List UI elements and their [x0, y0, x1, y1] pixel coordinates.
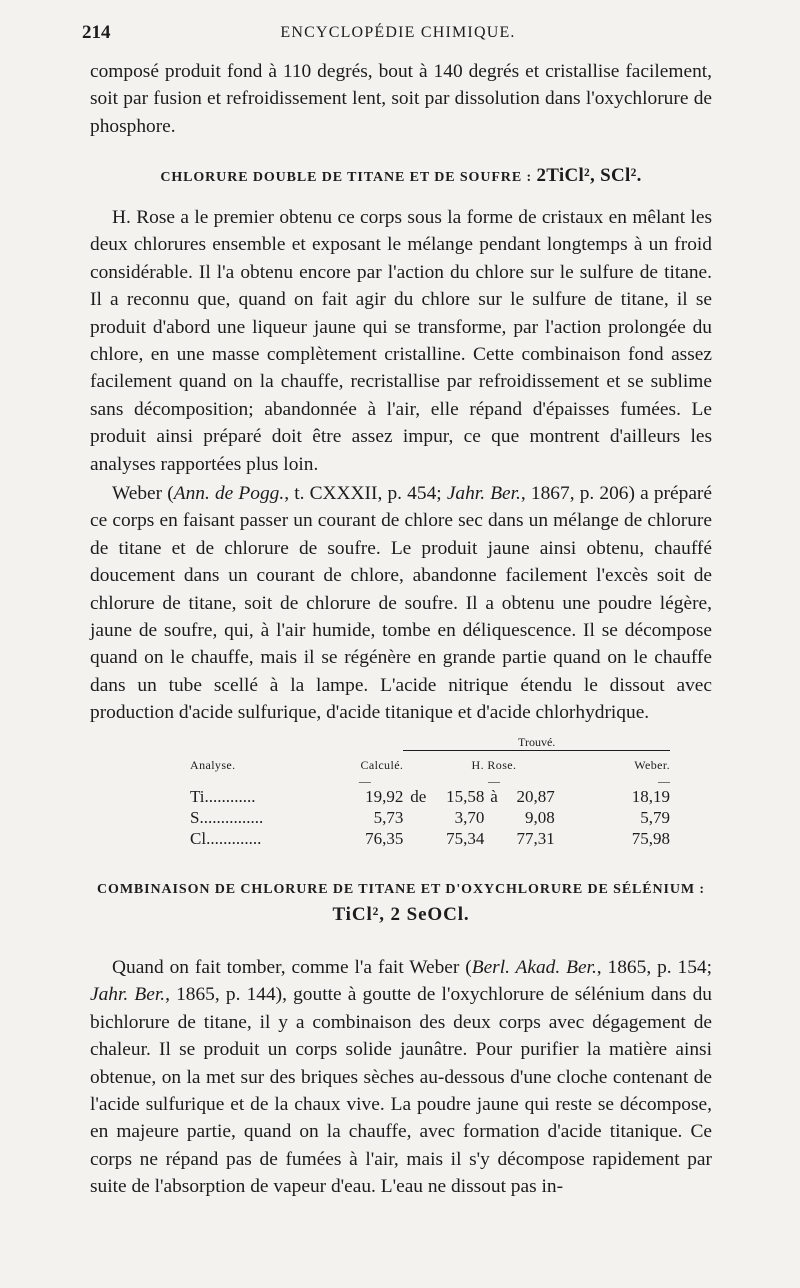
citation: Ann. de Pogg. [173, 483, 285, 504]
header-weber: Weber. [634, 758, 670, 772]
paragraph-rose: H. Rose a le premier obtenu ce corps sous la forme de cristaux en mêlant les deux chlorures ensemble et exposant le mélange pendant longtemps à un froid considérable. Il l'a obtenu encore par l'action du chlore sur le sulfure de titane. Il a reconnu que, quand on fait agir du chlore sur le sulfure de titane, il se produit d'abord une liqueur jaune qui se transforme, par l'action prolongée du chlore, en une masse complètement cristalline. Cette combinaison fond assez facilement quand on la chauffe, recristallise par refroidissement et se sublime sans décomposition; abandonnée à l'air, elle répand d'épaisses fumées. Le produit ainsi préparé doit être assez impur, ce que montrent d'ailleurs les analyses rapportées plus loin. [90, 207, 712, 475]
table-row: S............... 5,73 3,70 9,08 5,79 [190, 808, 670, 827]
page-number: 214 [82, 22, 111, 43]
section-title: CHLORURE DOUBLE DE TITANE ET DE SOUFRE : [160, 170, 533, 185]
citation: Jahr. Ber. [90, 984, 166, 1006]
section-formula: 2TiCl², SCl². [536, 165, 642, 186]
analysis-table: Trouvé. Analyse. Calculé. H. Rose. Weber. — — — Ti............ 19,92 de 15,58 à 20,87 18,19 S............... 5,73 3,70 9,08 5,79 Cl............. 76,35 75,34 77,31 75,98 [190, 732, 670, 849]
table-row: Cl............. 76,35 75,34 77,31 75,98 [190, 829, 670, 848]
section-heading-titanium-selenium [90, 882, 712, 926]
citation: Jahr. Ber. [446, 483, 521, 504]
paragraph-final: Quand on fait tomber, comme l'a fait Weber (Berl. Akad. Ber., 1865, p. 154; Jahr. Ber., 1865, p. 144), goutte à goutte de l'oxychlorure de sélénium dans du bichlorure de titane, il y a combinaison des deux corps avec dégagement de chaleur. Il se produit un corps solide jaunâtre. Pour purifier la matière ainsi obtenue, on la met sur des briques sèches au-dessous d'une cloche contenant de l'acide sulfurique et de la chaux vive. La poudre jaune qui reste se décompose, en majeure partie, quand on la chauffe, avec formation d'acide titanique. Ce corps ne répand pas de fumées à l'air, mais il s'y décompose rapidement par suite de l'absorption de vapeur d'eau. L'eau ne dissout pas in- [90, 957, 712, 1198]
paragraph-top: composé produit fond à 110 degrés, bout à 140 degrés et cristallise facilement, soit par fusion et refroidissement lent, soit par dissolution dans l'oxychlorure de phosphore. [90, 61, 712, 137]
section-title: COMBINAISON DE CHLORURE DE TITANE ET D'OXYCHLORURE DE SÉLÉNIUM : [97, 882, 705, 897]
header-calc: Calculé. [360, 758, 404, 772]
header-analysis: Analyse. [190, 758, 236, 772]
found-label: Trouvé. [518, 735, 556, 749]
citation: Berl. Akad. Ber. [471, 957, 597, 978]
header-rose: H. Rose. [471, 758, 517, 772]
paragraph-weber: Weber (Ann. de Pogg., t. CXXXII, p. 454; Jahr. Ber., 1867, p. 206) a préparé ce corps en faisant passer un courant de chlore sec dans un mélange de chlorure de titane et de chlorure de soufre. Le produit jaune ainsi obtenu, chauffé doucement dans un courant de chlore, abandonne facilement l'excès soit de chlorure de titane, soit de chlorure de soufre. Il a obtenu une poudre légère, jaune de soufre, qui, à l'air humide, tombe en déliquescence. Il se décompose quand on le chauffe, mais il se régénère en grande partie quand on le chauffe dans un tube scellé à la lampe. L'acide nitrique étendu le dissout avec production d'acide sulfurique, d'acide titanique et d'acide chlorhydrique. [90, 483, 712, 724]
running-title: ENCYCLOPÉDIE CHIMIQUE. [280, 24, 516, 41]
table-row: Ti............ 19,92 de 15,58 à 20,87 18,19 [190, 787, 670, 806]
page-header [82, 22, 714, 50]
section-heading-titanium-sulfur [90, 165, 712, 187]
section-formula: TiCl², 2 SeOCl. [332, 904, 470, 925]
